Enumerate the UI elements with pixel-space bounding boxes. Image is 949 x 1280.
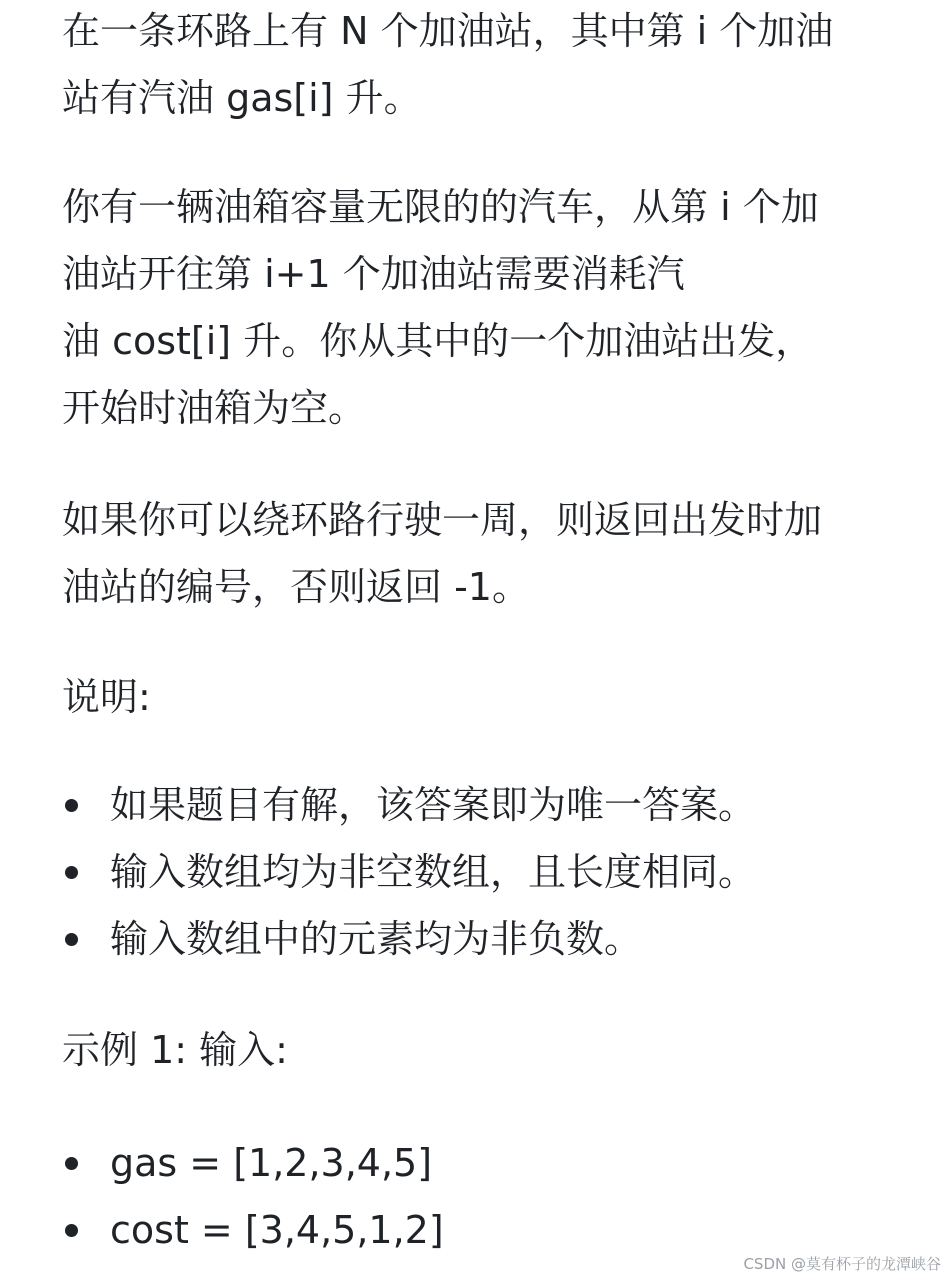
problem-intro-paragraph xyxy=(62,0,892,132)
notes-list xyxy=(62,772,756,973)
example-list xyxy=(62,1130,444,1264)
problem-detail-paragraph xyxy=(62,174,892,442)
text-line: 在一条环路上有 N 个加油站，其中第 i 个加油 xyxy=(62,9,834,53)
list-item xyxy=(62,839,756,906)
csdn-watermark: CSDN @莫有杯子的龙潭峡谷 xyxy=(743,1255,941,1273)
problem-goal-paragraph xyxy=(62,487,892,621)
list-item-text: 输入数组中的元素均为非负数。 xyxy=(110,917,643,961)
bullet-icon xyxy=(65,1224,78,1237)
list-item-text: cost = [3,4,5,1,2] xyxy=(110,1208,444,1252)
list-item-text: 输入数组均为非空数组，且长度相同。 xyxy=(110,850,757,894)
example-heading: 示例 1: 输入: xyxy=(62,1028,288,1072)
list-item xyxy=(62,906,756,973)
notes-heading: 说明: xyxy=(62,675,151,719)
bullet-icon xyxy=(65,799,78,812)
list-item xyxy=(62,772,756,839)
bullet-icon xyxy=(65,1157,78,1170)
list-item xyxy=(62,1130,444,1197)
bullet-icon xyxy=(65,866,78,879)
bullet-icon xyxy=(65,933,78,946)
text-line: 你有一辆油箱容量无限的的汽车，从第 i 个加 xyxy=(62,185,819,229)
text-line: 开始时油箱为空。 xyxy=(62,386,367,430)
list-item-text: gas = [1,2,3,4,5] xyxy=(110,1141,433,1185)
text-line: 站有汽油 gas[i] 升。 xyxy=(62,76,422,120)
text-line: 油站开往第 i+1 个加油站需要消耗汽 xyxy=(62,252,685,296)
text-line: 油 cost[i] 升。你从其中的一个加油站出发， xyxy=(62,319,814,363)
text-line: 如果你可以绕环路行驶一周，则返回出发时加 xyxy=(62,498,823,542)
list-item xyxy=(62,1197,444,1264)
list-item-text: 如果题目有解，该答案即为唯一答案。 xyxy=(110,783,757,827)
text-line: 油站的编号，否则返回 -1。 xyxy=(62,565,530,609)
